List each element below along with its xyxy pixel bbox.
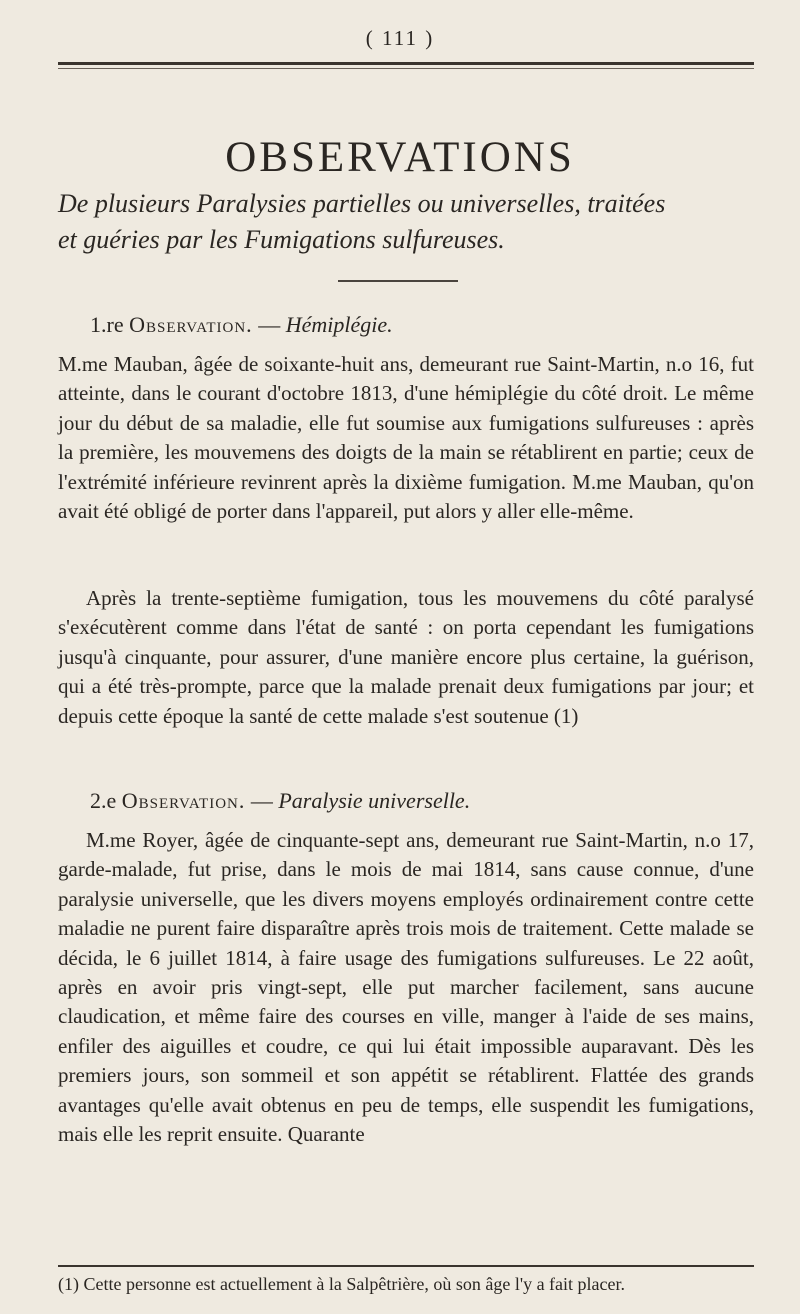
observation-2-heading	[90, 788, 754, 814]
observation-1-topic: Hémiplégie.	[285, 312, 393, 337]
subtitle	[58, 186, 754, 258]
subtitle-line-2: et guéries par les Fumigations sulfureuses.	[58, 225, 505, 254]
observation-1-paragraph-2: Après la trente-septième fumigation, tous les mouvemens du côté paralysé s'exécutèrent comme dans l'état de santé : on porta cependant les fumigations jusqu'à cinquante, pour assurer, d'une manière encore plus certaine, la guérison, qui a été très-prompte, parce que la malade prenait deux fumigations par jour; et depuis cette époque la santé de cette malade s'est soutenue (1)	[58, 586, 754, 728]
section-divider	[338, 280, 458, 282]
page-title: OBSERVATIONS	[225, 133, 575, 181]
header-rule	[58, 62, 754, 65]
observation-2-number: 2.e	[90, 788, 117, 813]
observation-2-dash: —	[245, 788, 279, 813]
observation-2-topic: Paralysie universelle.	[278, 788, 471, 813]
observation-1-heading	[90, 312, 754, 338]
observation-2-label: Observation.	[121, 788, 246, 813]
header-rule-thin	[58, 68, 754, 69]
footnote: (1) Cette personne est actuellement à la Salpêtrière, où son âge l'y a fait placer.	[58, 1274, 626, 1294]
observation-1-dash: —	[252, 312, 286, 337]
subtitle-line-1: De plusieurs Paralysies partielles ou universelles, traitées	[58, 189, 666, 218]
observation-1-number: 1.re	[90, 312, 124, 337]
observation-1-paragraph-1: M.me Mauban, âgée de soixante-huit ans, demeurant rue Saint-Martin, n.o 16, fut atteinte, dans le courant d'octobre 1813, d'une hémiplégie du côté droit. Le même jour du début de sa maladie, elle fut soumise aux fumigations sulfureuses : après la première, les mouvemens des doigts de la main se rétablirent en partie; ceux de l'extrémité inférieure revinrent après la dixième fumigation. M.me Mauban, qu'on avait été obligé de porter dans l'appareil, put alors y aller elle-même.	[58, 352, 754, 524]
observation-1-label: Observation.	[129, 312, 253, 337]
footnote-rule	[58, 1265, 754, 1267]
page-number: ( 111 )	[365, 26, 435, 50]
observation-2-paragraph: M.me Royer, âgée de cinquante-sept ans, demeurant rue Saint-Martin, n.o 17, garde-malade, fut prise, dans le mois de mai 1814, sans cause connue, d'une paralysie universelle, que les divers moyens employés ordinairement contre cette maladie ne purent faire disparaître après trois mois de traitement. Cette malade se décida, le 6 juillet 1814, à faire usage des fumigations sulfureuses. Le 22 août, après en avoir pris vingt-sept, elle put marcher facilement, sans aucune claudication, et même faire des courses en ville, manger à l'aide de ses mains, enfiler des aiguilles et coudre, ce qui lui était impossible auparavant. Dès les premiers jours, son sommeil et son appétit se rétablirent. Flattée des grands avantages qu'elle avait obtenus en peu de temps, elle suspendit les fumigations, mais elle les reprit ensuite. Quarante	[58, 828, 754, 1147]
